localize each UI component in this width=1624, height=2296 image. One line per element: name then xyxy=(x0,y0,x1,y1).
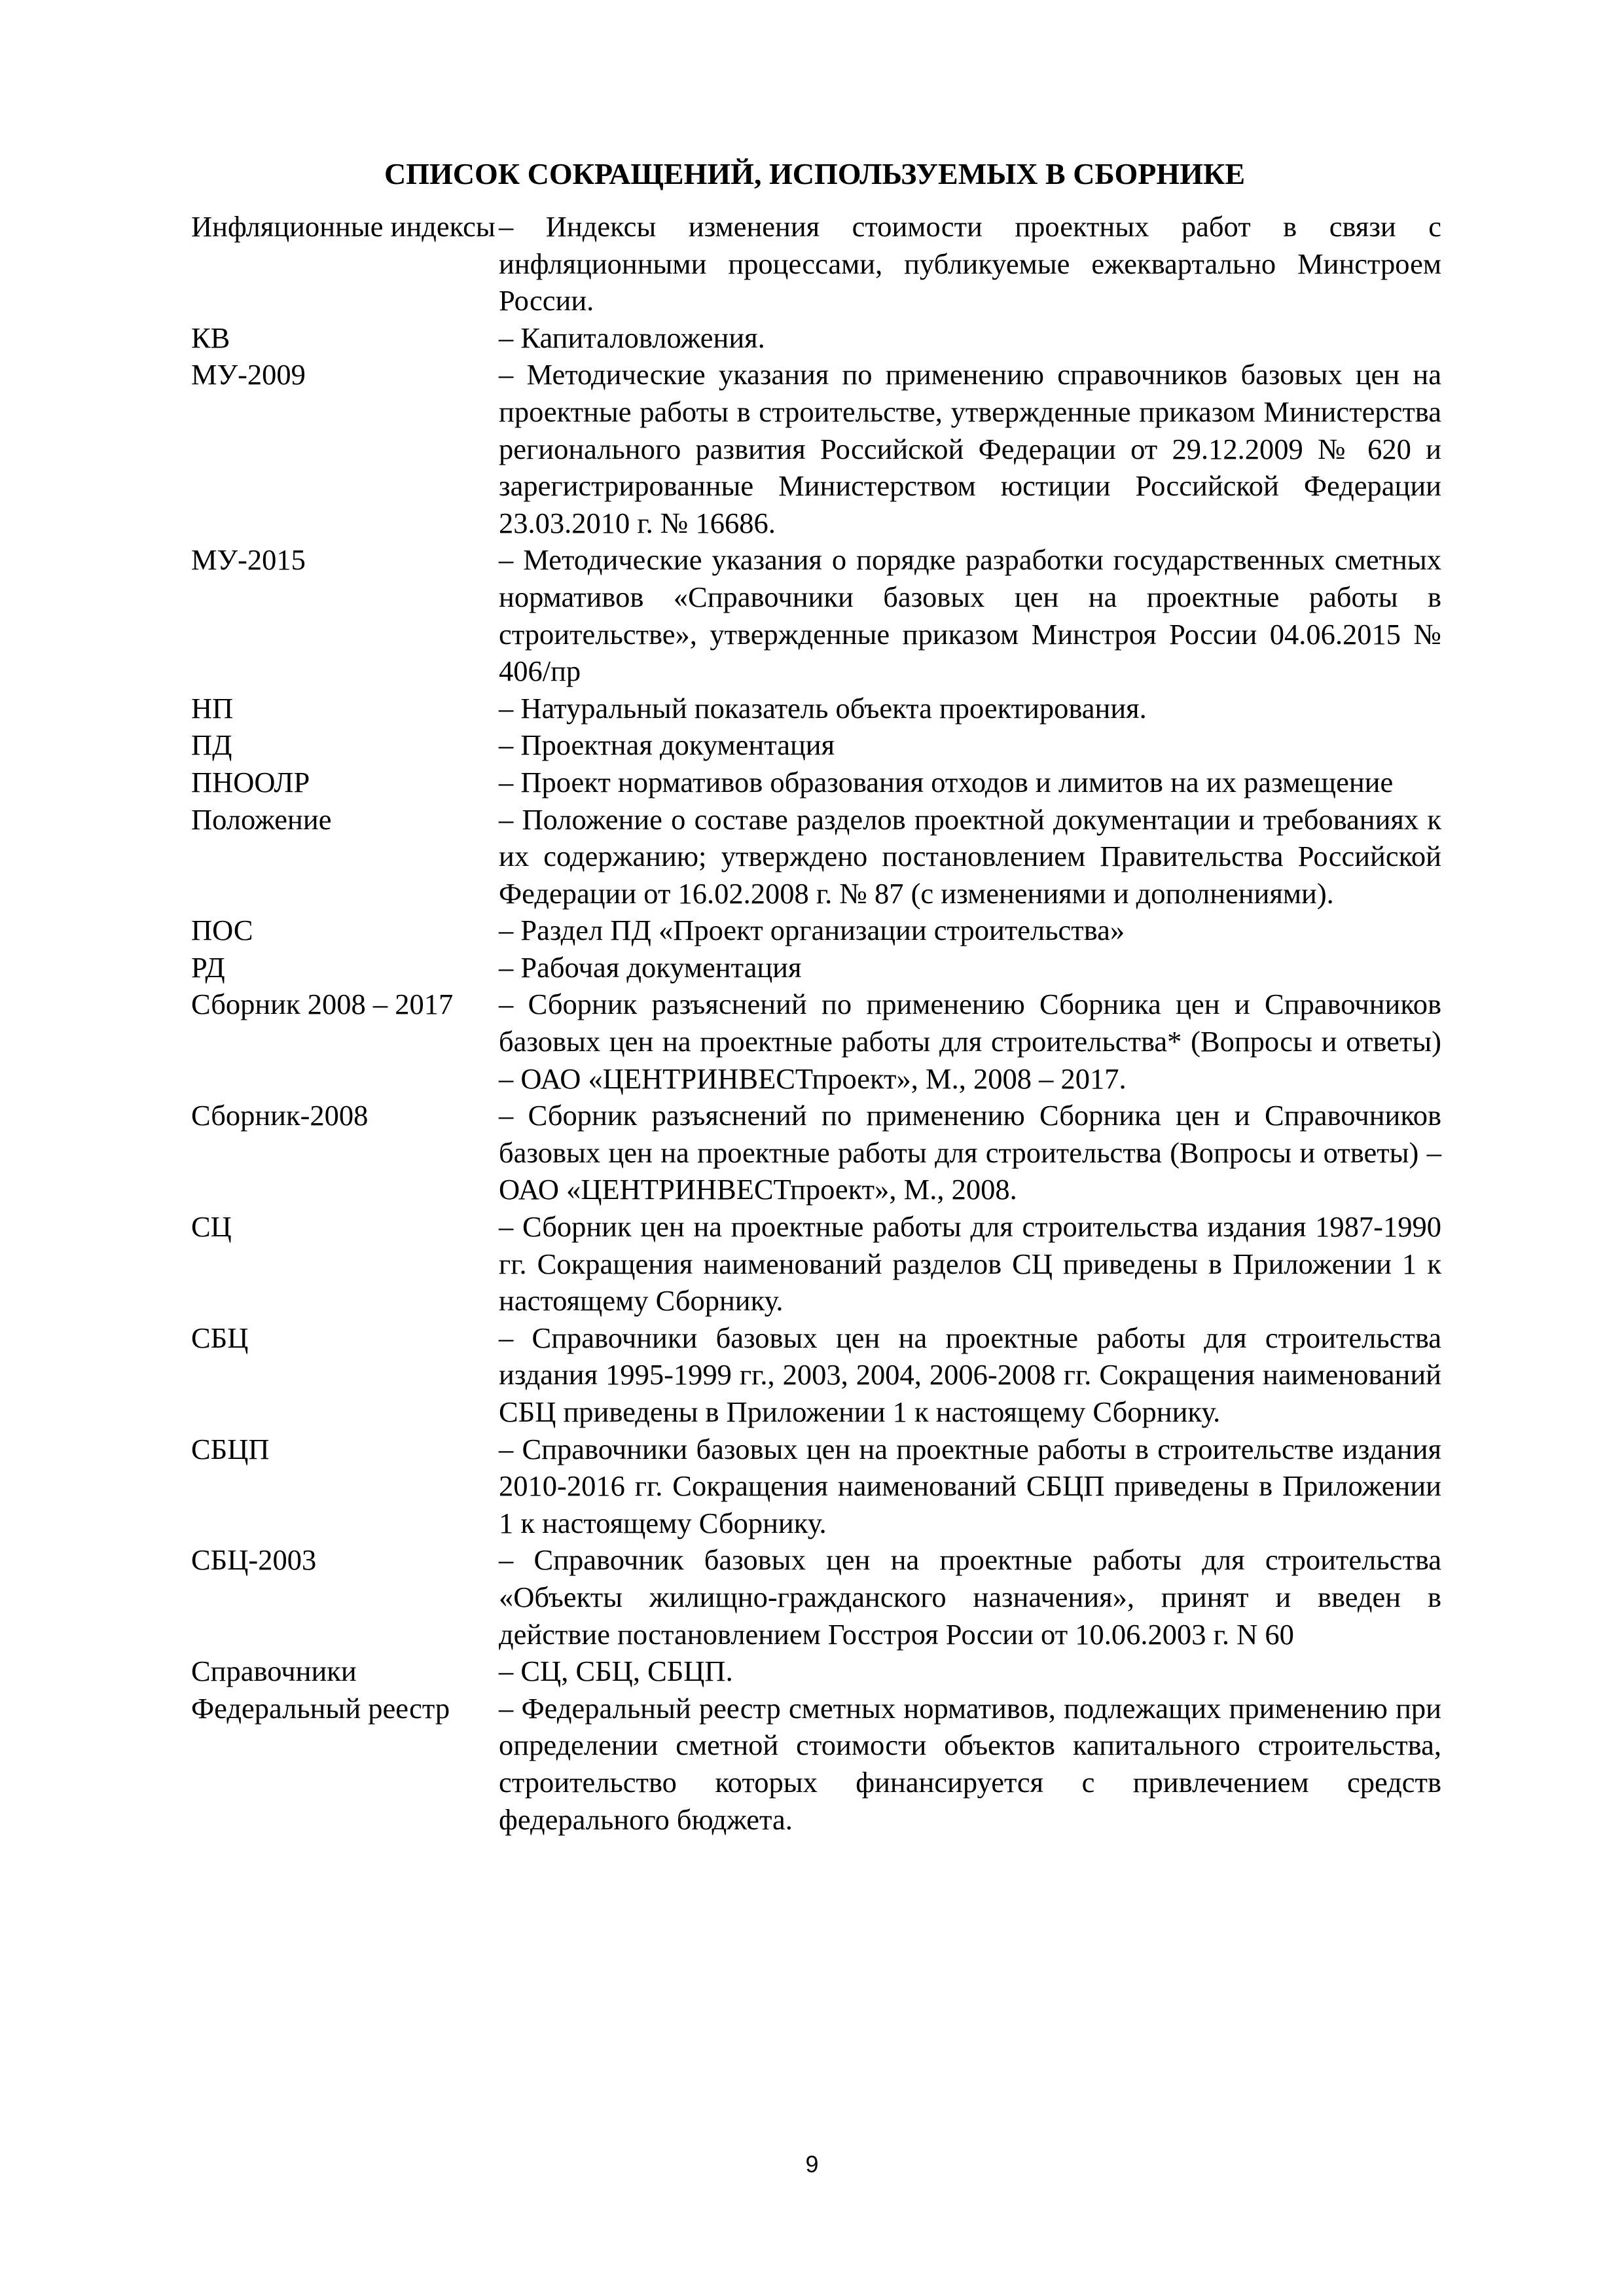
abbreviation-definition: – Рабочая документация xyxy=(499,950,802,984)
abbreviation-term: Федеральный реестр xyxy=(191,1691,450,1725)
abbreviation-definition: – Справочник базовых цен на проектные работы для строительства «Объекты жилищно-гражданского назначения», принят и введен в действие постановлением Госстроя России от 10.06.2003 г. N 60 xyxy=(499,1543,1441,1651)
list-item xyxy=(191,726,1441,764)
abbreviation-definition: – Сборник разъяснений по применению Сборника цен и Справочников базовых цен на проектные работы для строительства* (Вопросы и ответы) – ОАО «ЦЕНТРИНВЕСТпроект», М., 2008 – 2017. xyxy=(499,988,1441,1095)
list-item xyxy=(191,1319,1441,1431)
abbreviation-definition: – Справочники базовых цен на проектные работы для строительства издания 1995-1999 гг., 2003, 2004, 2006-2008 гг. Сокращения наименований СБЦ приведены в Приложении 1 к настоящему Сборнику. xyxy=(499,1321,1441,1428)
abbreviation-definition: – Проектная документация xyxy=(499,728,835,762)
list-item xyxy=(191,986,1441,1097)
abbreviation-definition: – Справочники базовых цен на проектные работы в строительстве издания 2010-2016 гг. Сокращения наименований СБЦП приведены в Приложении 1 к настоящему Сборнику. xyxy=(499,1432,1441,1539)
abbreviation-definition: – Положение о составе разделов проектной документации и требованиях к их содержанию; утверждено постановлением Правительства Российской Федерации от 16.02.2008 г. № 87 (с изменениями и дополнениями). xyxy=(499,802,1441,910)
abbreviation-definition: – Сборник разъяснений по применению Сборника цен и Справочников базовых цен на проектные работы для строительства (Вопросы и ответы) – ОАО «ЦЕНТРИНВЕСТпроект», М., 2008. xyxy=(499,1099,1441,1206)
page-number: 9 xyxy=(805,2151,819,2178)
list-item xyxy=(191,319,1441,357)
list-item xyxy=(191,1653,1441,1690)
abbreviation-definition: – Методические указания о порядке разработки государственных сметных нормативов «Справочники базовых цен на проектные работы в строительстве», утвержденные приказом Минстроя России 04.06.2015 № 406/пр xyxy=(499,543,1441,688)
abbreviation-term: ПНООЛР xyxy=(191,765,310,798)
abbreviation-term: СБЦ xyxy=(191,1321,249,1354)
abbreviation-term: Сборник-2008 xyxy=(191,1099,369,1132)
abbreviation-term: НП xyxy=(191,691,234,725)
abbreviation-list xyxy=(191,208,1441,1838)
abbreviation-term: ПД xyxy=(191,728,232,762)
list-item xyxy=(191,912,1441,949)
abbreviation-term: РД xyxy=(191,950,225,984)
list-item xyxy=(191,1690,1441,1838)
abbreviation-term: Сборник 2008 – 2017 xyxy=(191,988,454,1021)
abbreviation-term: МУ-2015 xyxy=(191,543,306,577)
abbreviation-term: СБЦП xyxy=(191,1432,270,1465)
list-item xyxy=(191,356,1441,541)
abbreviation-definition: – Федеральный реестр сметных нормативов, подлежащих применению при определении сметной стоимости объектов капитального строительства, строительство которых финансируется с привлечением средств федерального бюджета. xyxy=(499,1691,1441,1836)
abbreviation-definition: – Методические указания по применению справочников базовых цен на проектные работы в строительстве, утвержденные приказом Министерства регионального развития Российской Федерации от 29.12.2009 № 620 и зарегистрированные Министерством юстиции Российской Федерации 23.03.2010 г. № 16686. xyxy=(499,358,1441,539)
list-item xyxy=(191,1541,1441,1653)
page-title: СПИСОК СОКРАЩЕНИЙ, ИСПОЛЬЗУЕМЫХ В СБОРНИКЕ xyxy=(384,157,1246,190)
list-item xyxy=(191,949,1441,986)
list-item xyxy=(191,541,1441,689)
abbreviation-term: МУ-2009 xyxy=(191,358,306,391)
abbreviation-term: ПОС xyxy=(191,914,253,947)
list-item xyxy=(191,1208,1441,1319)
abbreviation-definition: – Проект нормативов образования отходов и лимитов на их размещение xyxy=(499,765,1394,798)
abbreviation-definition: – Капиталовложения. xyxy=(499,321,765,354)
abbreviation-definition: – Раздел ПД «Проект организации строительства» xyxy=(499,914,1125,947)
list-item xyxy=(191,801,1441,912)
abbreviation-term: Инфляционные индексы xyxy=(191,210,496,243)
abbreviation-definition: – СЦ, СБЦ, СБЦП. xyxy=(499,1655,733,1688)
abbreviation-definition: – Индексы изменения стоимости проектных работ в связи с инфляционными процессами, публикуемые ежеквартально Минстроем России. xyxy=(499,210,1441,317)
list-item xyxy=(191,764,1441,801)
abbreviation-term: СБЦ-2003 xyxy=(191,1543,317,1577)
abbreviation-definition: – Сборник цен на проектные работы для строительства издания 1987-1990 гг. Сокращения наименований разделов СЦ приведены в Приложении 1 к настоящему Сборнику. xyxy=(499,1210,1441,1318)
abbreviation-definition: – Натуральный показатель объекта проектирования. xyxy=(499,691,1147,725)
list-item xyxy=(191,690,1441,727)
list-item xyxy=(191,1097,1441,1208)
abbreviation-term: Положение xyxy=(191,802,332,836)
list-item xyxy=(191,208,1441,319)
abbreviation-term: СЦ xyxy=(191,1210,232,1244)
abbreviation-term: КВ xyxy=(191,321,230,354)
list-item xyxy=(191,1431,1441,1542)
abbreviation-term: Справочники xyxy=(191,1655,357,1688)
